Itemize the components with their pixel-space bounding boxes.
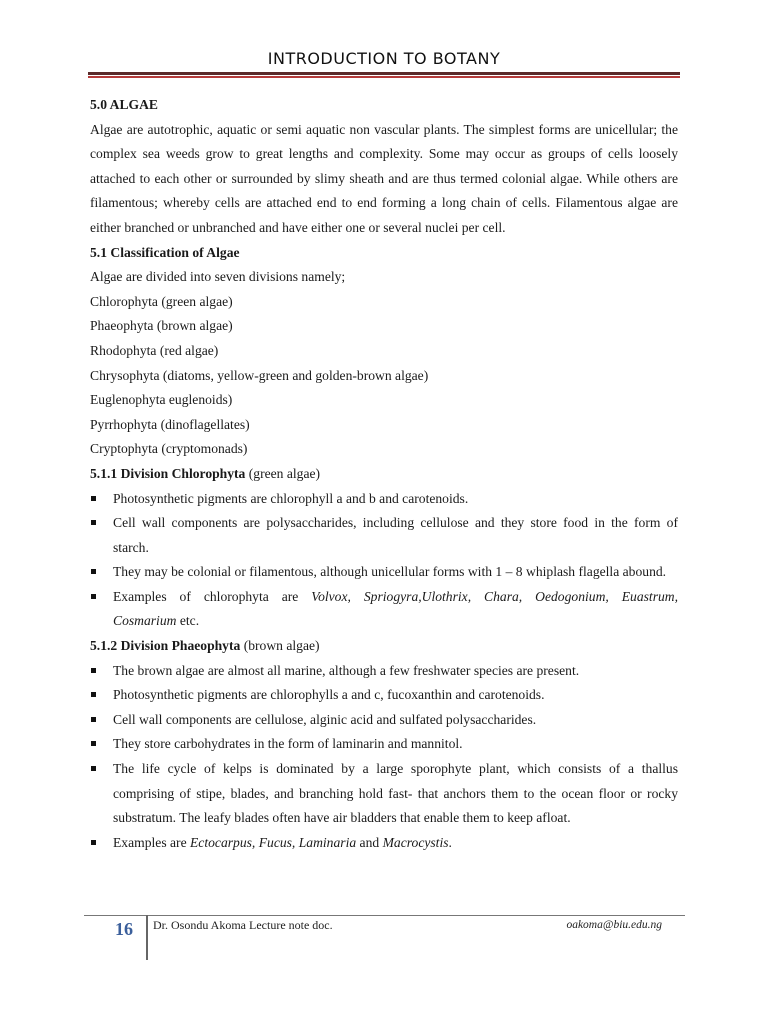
bullet-item: [90, 757, 678, 831]
page-content: [90, 93, 678, 855]
phaeophyta-bullet-list: [90, 659, 678, 856]
heading-bold-text: 5.1.1 Division Chlorophyta: [90, 465, 246, 481]
bullet-item: [90, 708, 678, 733]
bullet-line: They may be colonial or filamentous, although unicellular forms with 1 – 8 whiplash flagella abound.: [113, 564, 667, 580]
footer-email: oakoma@biu.edu.ng: [566, 919, 662, 931]
bullet-line: [113, 831, 678, 856]
paragraph-line: Algae are autotrophic, aquatic or semi aquatic non vascular plants. The simplest forms are unicellular; the: [90, 121, 678, 137]
examples-suffix: .: [448, 834, 452, 850]
bullet-line: Cell wall components are polysaccharides, including cellulose and they store food in the form of: [113, 515, 678, 531]
species-names: Macrocystis: [382, 834, 449, 850]
examples-and: and: [356, 834, 383, 850]
section-heading-classification: 5.1 Classification of Algae: [90, 244, 240, 260]
species-names: Volvox, Spriogyra,Ulothrix, Chara, Oedogonium, Euastrum,: [311, 588, 678, 604]
heading-rest-text: (green algae): [245, 465, 321, 481]
section-heading-chlorophyta: [90, 462, 678, 487]
heading-bold-text: 5.1.2 Division Phaeophyta: [90, 638, 241, 654]
bullet-line: Cell wall components are cellulose, alginic acid and sulfated polysaccharides.: [113, 711, 537, 727]
species-names: Ectocarpus, Fucus, Laminaria: [190, 834, 357, 850]
section-heading-phaeophyta: [90, 634, 678, 659]
header-rule-dark: [88, 72, 680, 75]
bullet-item: [90, 511, 678, 560]
bullet-line: [113, 609, 678, 634]
bullet-item: [90, 585, 678, 634]
bullet-item: [90, 732, 678, 757]
bullet-line: Photosynthetic pigments are chlorophyll a and b and carotenoids.: [113, 490, 469, 506]
paragraph-line: filamentous; whereby cells are attached end to end forming a long chain of cells. Filamentous algae are: [90, 195, 678, 211]
bullet-line: Photosynthetic pigments are chlorophylls a and c, fucoxanthin and carotenoids.: [113, 687, 545, 703]
footer-divider: [146, 915, 148, 960]
bullet-item: [90, 659, 678, 684]
division-item: Chrysophyta (diatoms, yellow-green and golden-brown algae): [90, 367, 429, 383]
species-names: Cosmarium: [113, 613, 177, 629]
header-rule-red: [88, 76, 680, 78]
division-item: Pyrrhophyta (dinoflagellates): [90, 416, 250, 432]
division-item: Cryptophyta (cryptomonads): [90, 441, 248, 457]
bullet-item: [90, 683, 678, 708]
bullet-item: [90, 487, 678, 512]
section-heading-algae: 5.0 ALGAE: [90, 97, 158, 112]
bullet-line: They store carbohydrates in the form of laminarin and mannitol.: [113, 736, 463, 752]
bullet-item: [90, 560, 678, 585]
footer-rule: [84, 915, 685, 916]
examples-prefix: Examples of chlorophyta are: [113, 588, 312, 604]
bullet-line: comprising of stipe, blades, and branching hold fast- that anchors them to the ocean floor or rocky: [113, 785, 678, 801]
bullet-line: [113, 585, 678, 610]
bullet-item: [90, 831, 678, 856]
footer-author: Dr. Osondu Akoma Lecture note doc.: [153, 918, 333, 932]
heading-rest-text: (brown algae): [240, 638, 320, 654]
paragraph-line: either branched or unbranched and have either one or several nuclei per cell.: [90, 219, 506, 235]
paragraph-line: complex sea weeds grow to great lengths and complexity. Some may occur as groups of cells loosely: [90, 146, 678, 162]
division-item: Euglenophyta euglenoids): [90, 392, 233, 408]
bullet-line: substratum. The leafy blades often have air bladders that enable them to keep afloat.: [113, 810, 571, 826]
division-item: Rhodophyta (red algae): [90, 342, 219, 358]
chlorophyta-bullet-list: [90, 487, 678, 635]
classification-intro: Algae are divided into seven divisions namely;: [90, 269, 346, 285]
examples-prefix: Examples are: [113, 834, 190, 850]
bullet-line: starch.: [113, 539, 149, 555]
examples-suffix: etc.: [176, 613, 200, 629]
paragraph-line: attached to each other or surrounded by slimy sheath and are thus termed colonial algae. While others are: [90, 170, 678, 186]
page-number: 16: [115, 919, 133, 939]
bullet-line: The life cycle of kelps is dominated by a large sporophyte plant, which consists of a thallus: [113, 761, 678, 777]
division-item: Phaeophyta (brown algae): [90, 318, 233, 334]
division-item: Chlorophyta (green algae): [90, 293, 233, 309]
page-header-title: INTRODUCTION TO BOTANY: [267, 49, 501, 68]
bullet-line: The brown algae are almost all marine, although a few freshwater species are present.: [113, 662, 580, 678]
algae-paragraph: [90, 118, 678, 241]
